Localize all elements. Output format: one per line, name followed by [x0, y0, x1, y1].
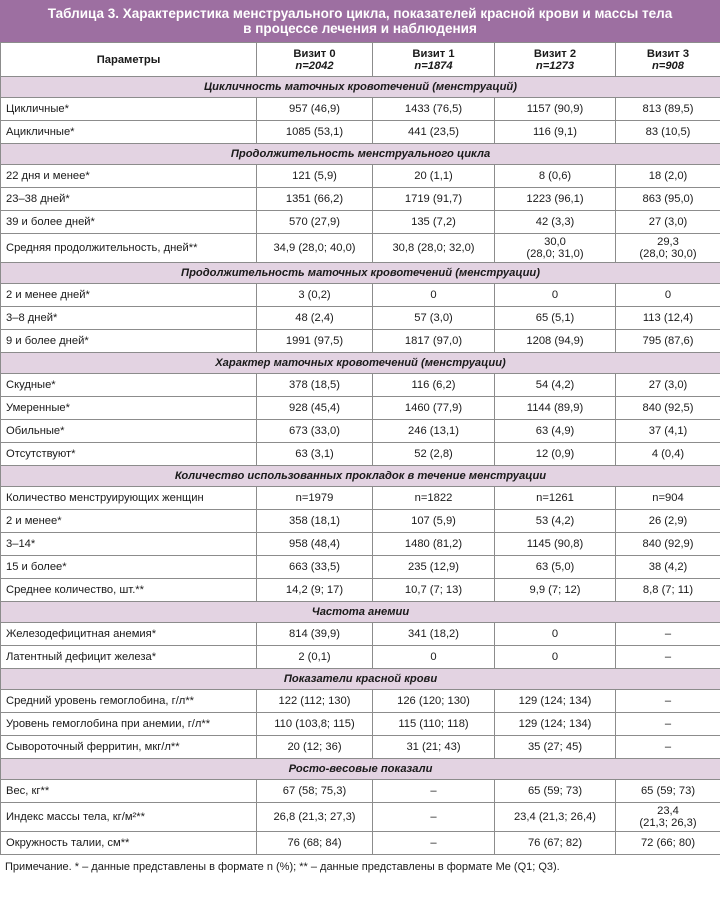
- cell-visit-2: 63 (5,0): [495, 556, 616, 579]
- cell-visit-1: 1480 (81,2): [373, 533, 495, 556]
- table-row: [1, 736, 720, 759]
- table-row: [1, 487, 720, 510]
- cell-visit-2: 1144 (89,9): [495, 397, 616, 420]
- cell-visit-3: 813 (89,5): [616, 98, 720, 121]
- cell-visit-2: 1208 (94,9): [495, 330, 616, 353]
- table-title: [0, 0, 720, 42]
- header-visit-1-n: n=1874: [414, 59, 453, 72]
- cell-visit-2: 8 (0,6): [495, 165, 616, 188]
- cell-visit-0: 663 (33,5): [257, 556, 373, 579]
- cell-visit-0: 928 (45,4): [257, 397, 373, 420]
- cell-visit-0: 110 (103,8; 115): [257, 713, 373, 736]
- cell-visit-1: 10,7 (7; 13): [373, 579, 495, 602]
- cell-visit-3: 840 (92,9): [616, 533, 720, 556]
- row-label: 2 и менее дней*: [1, 284, 257, 307]
- cell-visit-3: 795 (87,6): [616, 330, 720, 353]
- table-row: [1, 579, 720, 602]
- cell-visit-2: 9,9 (7; 12): [495, 579, 616, 602]
- cell-visit-3: 27 (3,0): [616, 211, 720, 234]
- cell-visit-3: 863 (95,0): [616, 188, 720, 211]
- header-param: Параметры: [1, 43, 257, 77]
- table-row: [1, 165, 720, 188]
- row-label: 22 дня и менее*: [1, 165, 257, 188]
- cell-visit-0: 673 (33,0): [257, 420, 373, 443]
- cell-visit-2: 65 (59; 73): [495, 780, 616, 803]
- table-row: [1, 832, 720, 855]
- cell-visit-2: 1223 (96,1): [495, 188, 616, 211]
- table-row: [1, 234, 720, 263]
- row-label: Среднее количество, шт.**: [1, 579, 257, 602]
- cell-visit-3: –: [616, 736, 720, 759]
- row-label: Цикличные*: [1, 98, 257, 121]
- cell-visit-1: 52 (2,8): [373, 443, 495, 466]
- cell-visit-1: 20 (1,1): [373, 165, 495, 188]
- cell-visit-0: 1351 (66,2): [257, 188, 373, 211]
- row-label: 39 и более дней*: [1, 211, 257, 234]
- table-row: [1, 646, 720, 669]
- table-row: [1, 397, 720, 420]
- row-label: Умеренные*: [1, 397, 257, 420]
- cell-visit-0: 122 (112; 130): [257, 690, 373, 713]
- section-row: [1, 353, 720, 374]
- cell-visit-2: 30,0 (28,0; 31,0): [495, 234, 616, 263]
- table-row: [1, 188, 720, 211]
- cell-visit-0: 121 (5,9): [257, 165, 373, 188]
- cell-visit-0: 378 (18,5): [257, 374, 373, 397]
- cell-visit-0: 3 (0,2): [257, 284, 373, 307]
- cell-visit-3: 840 (92,5): [616, 397, 720, 420]
- table-row: [1, 330, 720, 353]
- cell-visit-0: 76 (68; 84): [257, 832, 373, 855]
- header-visit-0-n: n=2042: [295, 59, 334, 72]
- cell-visit-2: 12 (0,9): [495, 443, 616, 466]
- row-label: Латентный дефицит железа*: [1, 646, 257, 669]
- header-visit-3-label: Визит 3: [646, 47, 690, 60]
- cell-visit-1: 341 (18,2): [373, 623, 495, 646]
- table-row: [1, 556, 720, 579]
- cell-visit-3: 26 (2,9): [616, 510, 720, 533]
- section-title: Характер маточных кровотечений (менструации): [1, 353, 720, 374]
- row-label: 3–14*: [1, 533, 257, 556]
- header-row: [1, 43, 720, 77]
- section-title: Частота анемии: [1, 602, 720, 623]
- row-label: Обильные*: [1, 420, 257, 443]
- header-visit-0: [257, 43, 373, 77]
- cell-visit-0: 1085 (53,1): [257, 121, 373, 144]
- cell-visit-0: 814 (39,9): [257, 623, 373, 646]
- row-label: Средняя продолжительность, дней**: [1, 234, 257, 263]
- cell-visit-0: 2 (0,1): [257, 646, 373, 669]
- cell-visit-1: 135 (7,2): [373, 211, 495, 234]
- cell-visit-3: 113 (12,4): [616, 307, 720, 330]
- table-row: [1, 713, 720, 736]
- cell-visit-1: –: [373, 803, 495, 832]
- cell-visit-1: 0: [373, 284, 495, 307]
- cell-visit-3: 65 (59; 73): [616, 780, 720, 803]
- cell-visit-2: 129 (124; 134): [495, 690, 616, 713]
- table-row: [1, 510, 720, 533]
- section-row: [1, 669, 720, 690]
- section-title: Цикличность маточных кровотечений (менструаций): [1, 77, 720, 98]
- cell-visit-2: n=1261: [495, 487, 616, 510]
- section-row: [1, 77, 720, 98]
- cell-visit-0: 63 (3,1): [257, 443, 373, 466]
- cell-visit-1: 115 (110; 118): [373, 713, 495, 736]
- cell-visit-3: 18 (2,0): [616, 165, 720, 188]
- cell-visit-3: 83 (10,5): [616, 121, 720, 144]
- header-visit-3: [616, 43, 720, 77]
- cell-visit-3: 23,4 (21,3; 26,3): [616, 803, 720, 832]
- table-title-line2: в процессе лечения и наблюдения: [243, 21, 477, 36]
- cell-visit-3: n=904: [616, 487, 720, 510]
- cell-visit-1: 441 (23,5): [373, 121, 495, 144]
- row-label: Количество менструирующих женщин: [1, 487, 257, 510]
- table-row: [1, 803, 720, 832]
- header-visit-2-n: n=1273: [535, 59, 575, 72]
- row-label: Средний уровень гемоглобина, г/л**: [1, 690, 257, 713]
- cell-visit-0: 14,2 (9; 17): [257, 579, 373, 602]
- cell-visit-1: 1719 (91,7): [373, 188, 495, 211]
- table-row: [1, 623, 720, 646]
- header-visit-3-n: n=908: [651, 59, 685, 72]
- cell-visit-1: 116 (6,2): [373, 374, 495, 397]
- cell-visit-0: 358 (18,1): [257, 510, 373, 533]
- section-title: Продолжительность маточных кровотечений (менструации): [1, 263, 720, 284]
- cell-visit-3: –: [616, 690, 720, 713]
- header-visit-0-label: Визит 0: [293, 47, 336, 60]
- cell-visit-0: 570 (27,9): [257, 211, 373, 234]
- section-title: Количество использованных прокладок в течение менструации: [1, 466, 720, 487]
- row-label: Вес, кг**: [1, 780, 257, 803]
- header-visit-2-label: Визит 2: [533, 47, 577, 60]
- cell-visit-1: –: [373, 832, 495, 855]
- cell-visit-2: 116 (9,1): [495, 121, 616, 144]
- cell-visit-2: 63 (4,9): [495, 420, 616, 443]
- cell-visit-1: 1460 (77,9): [373, 397, 495, 420]
- section-title: Показатели красной крови: [1, 669, 720, 690]
- cell-visit-0: 26,8 (21,3; 27,3): [257, 803, 373, 832]
- cell-visit-1: 1433 (76,5): [373, 98, 495, 121]
- cell-visit-0: 20 (12; 36): [257, 736, 373, 759]
- table-row: [1, 420, 720, 443]
- row-label: Индекс массы тела, кг/м²**: [1, 803, 257, 832]
- table-row: [1, 98, 720, 121]
- row-label: 15 и более*: [1, 556, 257, 579]
- cell-visit-1: 30,8 (28,0; 32,0): [373, 234, 495, 263]
- cell-visit-1: 1817 (97,0): [373, 330, 495, 353]
- cell-visit-1: 107 (5,9): [373, 510, 495, 533]
- row-label: Сывороточный ферритин, мкг/л**: [1, 736, 257, 759]
- row-label: Окружность талии, см**: [1, 832, 257, 855]
- cell-visit-1: 0: [373, 646, 495, 669]
- section-title: Росто-весовые показали: [1, 759, 720, 780]
- header-visit-1-label: Визит 1: [412, 47, 455, 60]
- cell-visit-3: –: [616, 646, 720, 669]
- cell-visit-2: 0: [495, 646, 616, 669]
- cell-visit-3: 37 (4,1): [616, 420, 720, 443]
- data-table: [0, 42, 720, 855]
- row-label: Скудные*: [1, 374, 257, 397]
- table-row: [1, 374, 720, 397]
- table-row: [1, 284, 720, 307]
- row-label: 23–38 дней*: [1, 188, 257, 211]
- cell-visit-2: 1145 (90,8): [495, 533, 616, 556]
- cell-visit-1: 57 (3,0): [373, 307, 495, 330]
- section-row: [1, 466, 720, 487]
- section-row: [1, 602, 720, 623]
- cell-visit-3: –: [616, 713, 720, 736]
- row-label: Отсутствуют*: [1, 443, 257, 466]
- cell-visit-2: 53 (4,2): [495, 510, 616, 533]
- cell-visit-3: 72 (66; 80): [616, 832, 720, 855]
- row-label: Ацикличные*: [1, 121, 257, 144]
- cell-visit-3: –: [616, 623, 720, 646]
- cell-visit-2: 65 (5,1): [495, 307, 616, 330]
- table-row: [1, 690, 720, 713]
- section-title: Продолжительность менструального цикла: [1, 144, 720, 165]
- row-label: 2 и менее*: [1, 510, 257, 533]
- cell-visit-0: 48 (2,4): [257, 307, 373, 330]
- section-row: [1, 144, 720, 165]
- cell-visit-2: 42 (3,3): [495, 211, 616, 234]
- cell-visit-0: n=1979: [257, 487, 373, 510]
- cell-visit-2: 76 (67; 82): [495, 832, 616, 855]
- cell-visit-3: 27 (3,0): [616, 374, 720, 397]
- table-row: [1, 533, 720, 556]
- section-row: [1, 263, 720, 284]
- table-row: [1, 121, 720, 144]
- cell-visit-1: –: [373, 780, 495, 803]
- row-label: Железодефицитная анемия*: [1, 623, 257, 646]
- cell-visit-0: 34,9 (28,0; 40,0): [257, 234, 373, 263]
- row-label: Уровень гемоглобина при анемии, г/л**: [1, 713, 257, 736]
- row-label: 3–8 дней*: [1, 307, 257, 330]
- cell-visit-0: 1991 (97,5): [257, 330, 373, 353]
- cell-visit-1: 246 (13,1): [373, 420, 495, 443]
- cell-visit-1: 235 (12,9): [373, 556, 495, 579]
- table-title-line1: Таблица 3. Характеристика менструального цикла, показателей красной крови и массы тела: [47, 6, 673, 21]
- cell-visit-1: 31 (21; 43): [373, 736, 495, 759]
- header-visit-1: [373, 43, 495, 77]
- table-row: [1, 443, 720, 466]
- cell-visit-1: 126 (120; 130): [373, 690, 495, 713]
- cell-visit-3: 8,8 (7; 11): [616, 579, 720, 602]
- table-row: [1, 307, 720, 330]
- cell-visit-2: 129 (124; 134): [495, 713, 616, 736]
- cell-visit-3: 29,3 (28,0; 30,0): [616, 234, 720, 263]
- cell-visit-3: 4 (0,4): [616, 443, 720, 466]
- table-body: [1, 77, 720, 855]
- cell-visit-3: 0: [616, 284, 720, 307]
- section-row: [1, 759, 720, 780]
- header-visit-2: [495, 43, 616, 77]
- cell-visit-0: 957 (46,9): [257, 98, 373, 121]
- cell-visit-2: 0: [495, 284, 616, 307]
- row-label: 9 и более дней*: [1, 330, 257, 353]
- cell-visit-2: 54 (4,2): [495, 374, 616, 397]
- cell-visit-0: 958 (48,4): [257, 533, 373, 556]
- cell-visit-0: 67 (58; 75,3): [257, 780, 373, 803]
- cell-visit-3: 38 (4,2): [616, 556, 720, 579]
- table-row: [1, 211, 720, 234]
- cell-visit-2: 35 (27; 45): [495, 736, 616, 759]
- cell-visit-2: 1157 (90,9): [495, 98, 616, 121]
- cell-visit-2: 23,4 (21,3; 26,4): [495, 803, 616, 832]
- cell-visit-2: 0: [495, 623, 616, 646]
- cell-visit-1: n=1822: [373, 487, 495, 510]
- table-note: Примечание. * – данные представлены в формате n (%); ** – данные представлены в формате Me (Q1; Q3).: [5, 861, 560, 873]
- table-row: [1, 780, 720, 803]
